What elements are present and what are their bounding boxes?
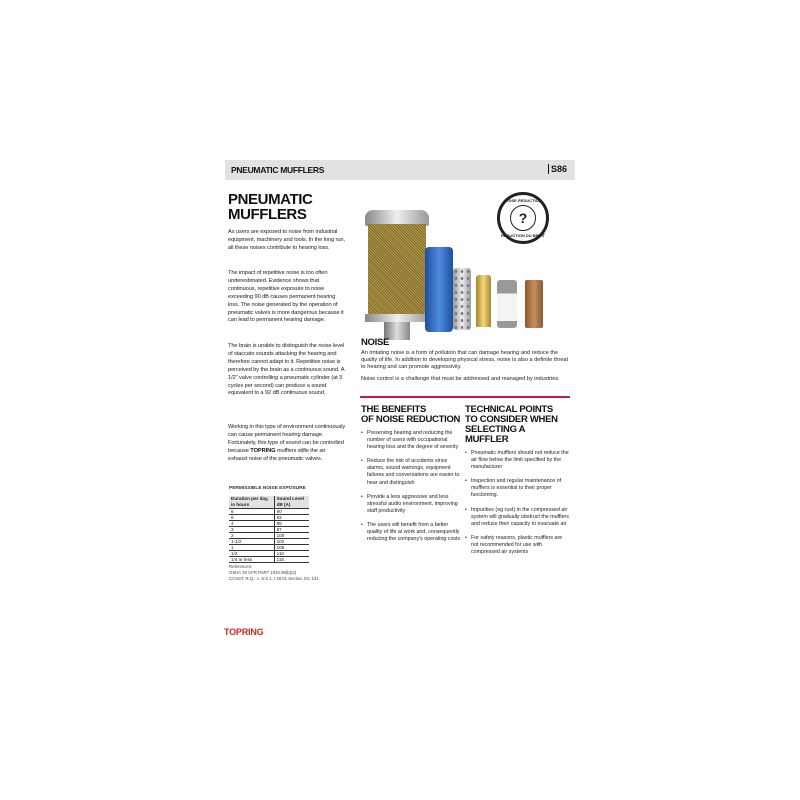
cell: 3	[229, 527, 274, 533]
intro-paragraph: As users are exposed to noise from industrial equipment, machinery and tools. In the long run, all these noises contribute to hearing loss.	[228, 229, 345, 251]
heading-line: SELECTING A MUFFLER	[465, 424, 525, 445]
reference: CCSST, R.Q., c. S-2.1, r.19.01 Section XV, 131.	[229, 576, 320, 581]
text: Working in this type of environment continuously can cause permanent hearing damage. Fortunately, this type of sound can be controlled because	[228, 424, 346, 454]
impact-paragraph: The impact of repetitive noise is too often underestimated. Evidence shows that continuous, repetitive exposure to noise exceeding 90 dB causes permanent hearing loss. The noise generated by the operation of pneumatic valves is more dangerous because it can lead to permanent hearing damage.	[228, 270, 344, 324]
heading-line: TECHNICAL POINTS	[465, 404, 553, 415]
page-number: S86	[548, 164, 567, 174]
brain-paragraph: The brain is unable to distinguish the noise level of staccato sounds attacking the hearing and therefore cannot adapt to it. Repetitive noise is perceived by the brain as a continuous sound. A 1/2" valve controlling a pneumatic cylinder (at 3 cycles per second) can produce a sound equivalent to a 92 dB continuous sound.	[228, 343, 345, 397]
benefits-section	[361, 405, 461, 550]
cell: 6	[229, 515, 274, 521]
reference: OSHA 29 CFR PART 1910.95(b)(2)	[229, 570, 297, 575]
blue-plastic-muffler-image	[425, 247, 453, 332]
heading-line: OF NOISE REDUCTION	[361, 414, 461, 425]
working-paragraph	[228, 424, 346, 464]
list-item: • For safety reasons, plastic mufflers are not recommended for use with compressed air systems	[465, 535, 570, 556]
column-header: Sound Level dB (A)	[274, 496, 309, 509]
cell: 100	[274, 533, 309, 539]
cell: 1-1/2	[229, 539, 274, 545]
section-title: PNEUMATIC MUFFLERS	[231, 165, 325, 175]
list-item: • Pneumatic mufflers should not reduce the air flow below the limit specified by the manufacturer	[465, 450, 570, 471]
list-item: • Impurities (eg rust) in the compressed air system will gradually obstruct the mufflers and reduce their capacity to evacuate air	[465, 507, 570, 528]
noise-exposure-table	[229, 496, 309, 563]
cell: 115	[274, 557, 309, 563]
page-title	[228, 192, 358, 222]
cell: 90	[274, 509, 309, 515]
references-label: References:	[229, 564, 253, 569]
list-item: • The users will benefit from a better quality of life at work and, consequently reducing the company's operating costs	[361, 522, 461, 543]
list-item: • Inspection and regular maintenance of mufflers is essential to their proper functioning.	[465, 478, 570, 499]
bronze-muffler-image	[525, 280, 543, 328]
technical-section	[465, 405, 570, 563]
benefits-list	[361, 430, 461, 543]
white-muffler-image	[497, 280, 517, 328]
cell: 95	[274, 521, 309, 527]
cell: 110	[274, 551, 309, 557]
cell: 4	[229, 521, 274, 527]
heading-line: THE BENEFITS	[361, 404, 427, 415]
title-line: MUFFLERS	[228, 206, 307, 223]
cell: 1/2	[229, 551, 274, 557]
cell: 97	[274, 527, 309, 533]
cell: 1/4 or less	[229, 557, 274, 563]
noise-reduction-badge	[497, 192, 549, 244]
heading-line: TO CONSIDER WHEN	[465, 414, 558, 425]
cell: 92	[274, 515, 309, 521]
benefits-heading	[361, 405, 461, 425]
badge-text-bottom: RÉDUCTION DU BRUIT	[501, 233, 545, 238]
cell: 1	[229, 545, 274, 551]
large-muffler-image	[362, 210, 432, 340]
references	[229, 564, 320, 582]
noise-paragraph: An irritating noise is a form of pollution that can damage hearing and reduce the quality of life. In addition to developing physical stress, noise is also a definite threat to hearing and can promote aggressivity.	[361, 350, 569, 371]
table-row	[229, 557, 309, 563]
section-divider	[360, 396, 570, 398]
section-header-band	[225, 160, 575, 180]
noise-heading: NOISE	[361, 337, 390, 348]
brand-name: TOPRING	[250, 447, 276, 454]
cell: 102	[274, 539, 309, 545]
column-header: Duration per day, in hours	[229, 496, 274, 509]
table-title: PERMISSIBLE NOISE EXPOSURE	[229, 486, 306, 491]
cell: 8	[229, 509, 274, 515]
technical-heading	[465, 405, 570, 445]
cell: 105	[274, 545, 309, 551]
noise-exposure-table-section	[229, 486, 320, 582]
list-item: • Preserving hearing and reducing the number of users with occupational hearing loss and the degree of severity	[361, 430, 461, 451]
brass-muffler-image	[476, 275, 491, 327]
text: mufflers stifle the air exhaust noise of the pneumatic valves.	[228, 447, 326, 462]
noise-control-paragraph: Noise control is a challenge that must be addressed and managed by industries.	[361, 376, 560, 382]
badge-text-top: NOISE REDUCTION	[504, 198, 542, 203]
technical-list	[465, 450, 570, 556]
list-item: • Provide a less aggressive and less stressful audio environment, improving staff productivity	[361, 494, 461, 515]
list-item: • Reduce the risk of accidents since alarms, sound warnings, equipment failures and conversations are easier to hear and distinguish	[361, 458, 461, 486]
title-line: PNEUMATIC	[228, 191, 313, 208]
ear-icon: ?	[510, 205, 536, 231]
cell: 2	[229, 533, 274, 539]
steel-muffler-image	[453, 268, 471, 330]
topring-logo: TOPRING	[224, 627, 264, 637]
